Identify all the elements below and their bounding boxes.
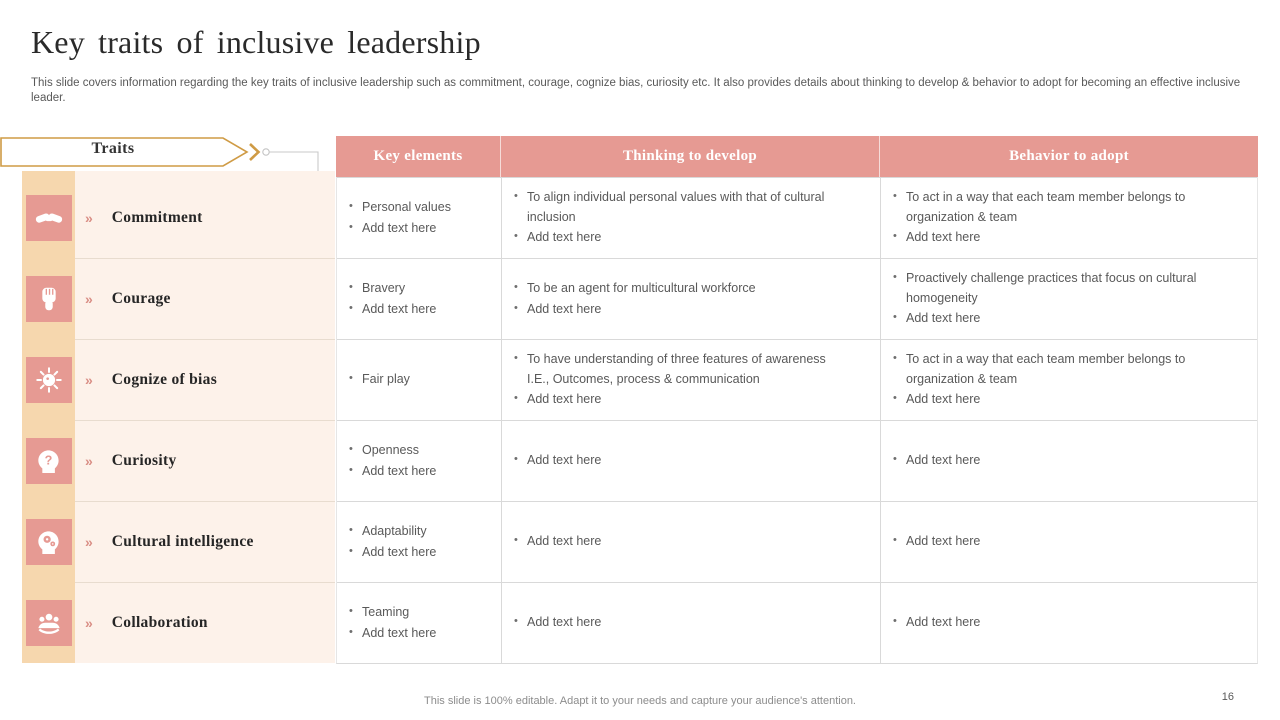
trait-label: Curiosity — [111, 452, 177, 469]
bullet-item: • Add text here — [891, 228, 1209, 247]
bullet-list — [891, 268, 1209, 329]
table-row — [337, 258, 1257, 339]
cell-key-elements — [337, 502, 501, 582]
traits-banner-label: Traits — [91, 140, 135, 157]
fist-icon — [26, 276, 72, 322]
cell-thinking-to-develop — [501, 259, 880, 339]
trait-icon-slot — [22, 420, 75, 501]
connector-dot — [263, 149, 269, 155]
cell-behavior-to-adopt — [880, 178, 1259, 258]
bullet-list — [347, 197, 491, 239]
bullet-list — [512, 349, 830, 410]
bullet-item: • Add text here — [891, 613, 1209, 632]
head-question-icon — [26, 438, 72, 484]
trait-label: Cognize of bias — [111, 371, 218, 388]
bullet-item: • To have understanding of three features of awareness I.E., Outcomes, process & communication — [512, 350, 830, 389]
cell-key-elements — [337, 421, 501, 501]
trait-row — [75, 177, 335, 258]
cell-key-elements — [337, 178, 501, 258]
bullet-item: • Add text here — [512, 300, 830, 319]
bullet-item: • Add text here — [347, 543, 491, 562]
bullet-item: • Add text here — [347, 624, 491, 643]
bullet-list — [891, 612, 1209, 633]
trait-row — [75, 582, 335, 663]
trait-row — [75, 339, 335, 420]
cell-key-elements — [337, 259, 501, 339]
bullet-item: • Add text here — [347, 462, 491, 481]
icon-strip — [22, 171, 75, 663]
handshake-icon — [26, 195, 72, 241]
bullet-item: • Personal values — [347, 198, 491, 217]
bullet-item: • Add text here — [891, 309, 1209, 328]
trait-row — [75, 501, 335, 582]
cell-behavior-to-adopt — [880, 502, 1259, 582]
cell-behavior-to-adopt — [880, 583, 1259, 663]
bullet-item: • Adaptability — [347, 522, 491, 541]
bullet-item: • Add text here — [512, 228, 830, 247]
trait-icon-slot — [22, 258, 75, 339]
bullet-item: • Add text here — [891, 532, 1209, 551]
chevron-right-icon — [250, 144, 259, 160]
bullet-list — [512, 531, 830, 552]
table-body — [336, 177, 1258, 664]
chevron-right-icon: » — [85, 291, 93, 307]
header-behavior-to-adopt: Behavior to adopt — [879, 136, 1258, 177]
trait-label: Commitment — [111, 208, 203, 226]
bullet-list — [347, 440, 491, 482]
bullet-item: • Fair play — [347, 370, 491, 389]
bullet-list — [891, 450, 1209, 471]
bullet-item: • Teaming — [347, 603, 491, 622]
cell-thinking-to-develop — [501, 421, 880, 501]
bullet-list — [347, 521, 491, 563]
bullet-item: • To align individual personal values with that of cultural inclusion — [512, 188, 830, 227]
trait-icon-slot — [22, 582, 75, 663]
bullet-item: • To act in a way that each team member belongs to organization & team — [891, 188, 1209, 227]
chevron-right-icon: » — [85, 615, 93, 631]
header-key-elements: Key elements — [373, 148, 463, 164]
cell-thinking-to-develop — [501, 502, 880, 582]
chevron-right-icon: » — [85, 209, 93, 226]
trait-label: Collaboration — [111, 614, 208, 631]
connector-line — [270, 152, 319, 173]
cell-behavior-to-adopt — [880, 421, 1259, 501]
bullet-item: • Add text here — [512, 613, 830, 632]
idea-icon — [26, 357, 72, 403]
bullet-item: • Add text here — [512, 390, 830, 409]
footer-note: This slide is 100% editable. Adapt it to your needs and capture your audience's attention. — [424, 695, 856, 707]
cell-key-elements — [337, 340, 501, 420]
bullet-item: • Openness — [347, 441, 491, 460]
trait-icon-slot — [22, 339, 75, 420]
chevron-right-icon: » — [85, 453, 93, 469]
trait-icon-slot — [22, 501, 75, 582]
trait-panel — [75, 171, 335, 663]
bullet-item: • Add text here — [347, 219, 491, 238]
trait-row — [75, 258, 335, 339]
bullet-list — [891, 349, 1209, 410]
slide-title: Key traits of inclusive leadership — [31, 24, 481, 60]
trait-icon-slot — [22, 177, 75, 258]
bullet-item: • To act in a way that each team member belongs to organization & team — [891, 350, 1209, 389]
bullet-item: • Add text here — [512, 532, 830, 551]
cell-behavior-to-adopt — [880, 259, 1259, 339]
table-row — [337, 177, 1257, 258]
bullet-list — [347, 602, 491, 644]
cell-thinking-to-develop — [501, 340, 880, 420]
bullet-list — [891, 187, 1209, 248]
bullet-item: • To be an agent for multicultural workforce — [512, 279, 830, 298]
slide-subtitle: This slide covers information regarding the key traits of inclusive leadership such as commitment, courage, cognize bias, curiosity etc. It also provides details about thinking to develop & behavior to adopt for becoming an effective inclusive leader. — [31, 77, 1241, 104]
trait-row — [75, 420, 335, 501]
trait-label: Courage — [111, 290, 171, 307]
bullet-list — [512, 278, 830, 320]
bullet-list — [347, 278, 491, 320]
bullet-list — [512, 187, 830, 248]
chevron-right-icon: » — [85, 534, 93, 550]
bullet-item: • Add text here — [347, 300, 491, 319]
header-thinking-to-develop: Thinking to develop — [500, 136, 879, 177]
cell-behavior-to-adopt — [880, 340, 1259, 420]
table-row — [337, 339, 1257, 420]
bullet-item: • Add text here — [891, 390, 1209, 409]
table-row — [337, 501, 1257, 582]
bullet-item: • Add text here — [512, 451, 830, 470]
page-number: 16 — [1221, 691, 1234, 703]
trait-label: Cultural intelligence — [111, 533, 254, 550]
table-header-row — [336, 136, 1258, 177]
cell-thinking-to-develop — [501, 583, 880, 663]
bullet-item: • Proactively challenge practices that focus on cultural homogeneity — [891, 269, 1209, 308]
bullet-list — [512, 450, 830, 471]
cell-thinking-to-develop — [501, 178, 880, 258]
team-icon — [26, 600, 72, 646]
bullet-list — [891, 531, 1209, 552]
bullet-item: • Add text here — [891, 451, 1209, 470]
traits-table — [336, 136, 1258, 664]
chevron-right-icon: » — [85, 372, 93, 388]
bullet-item: • Bravery — [347, 279, 491, 298]
head-gear-icon — [26, 519, 72, 565]
cell-key-elements — [337, 583, 501, 663]
bullet-list — [512, 612, 830, 633]
table-row — [337, 582, 1257, 663]
table-row — [337, 420, 1257, 501]
bullet-list — [347, 369, 491, 390]
